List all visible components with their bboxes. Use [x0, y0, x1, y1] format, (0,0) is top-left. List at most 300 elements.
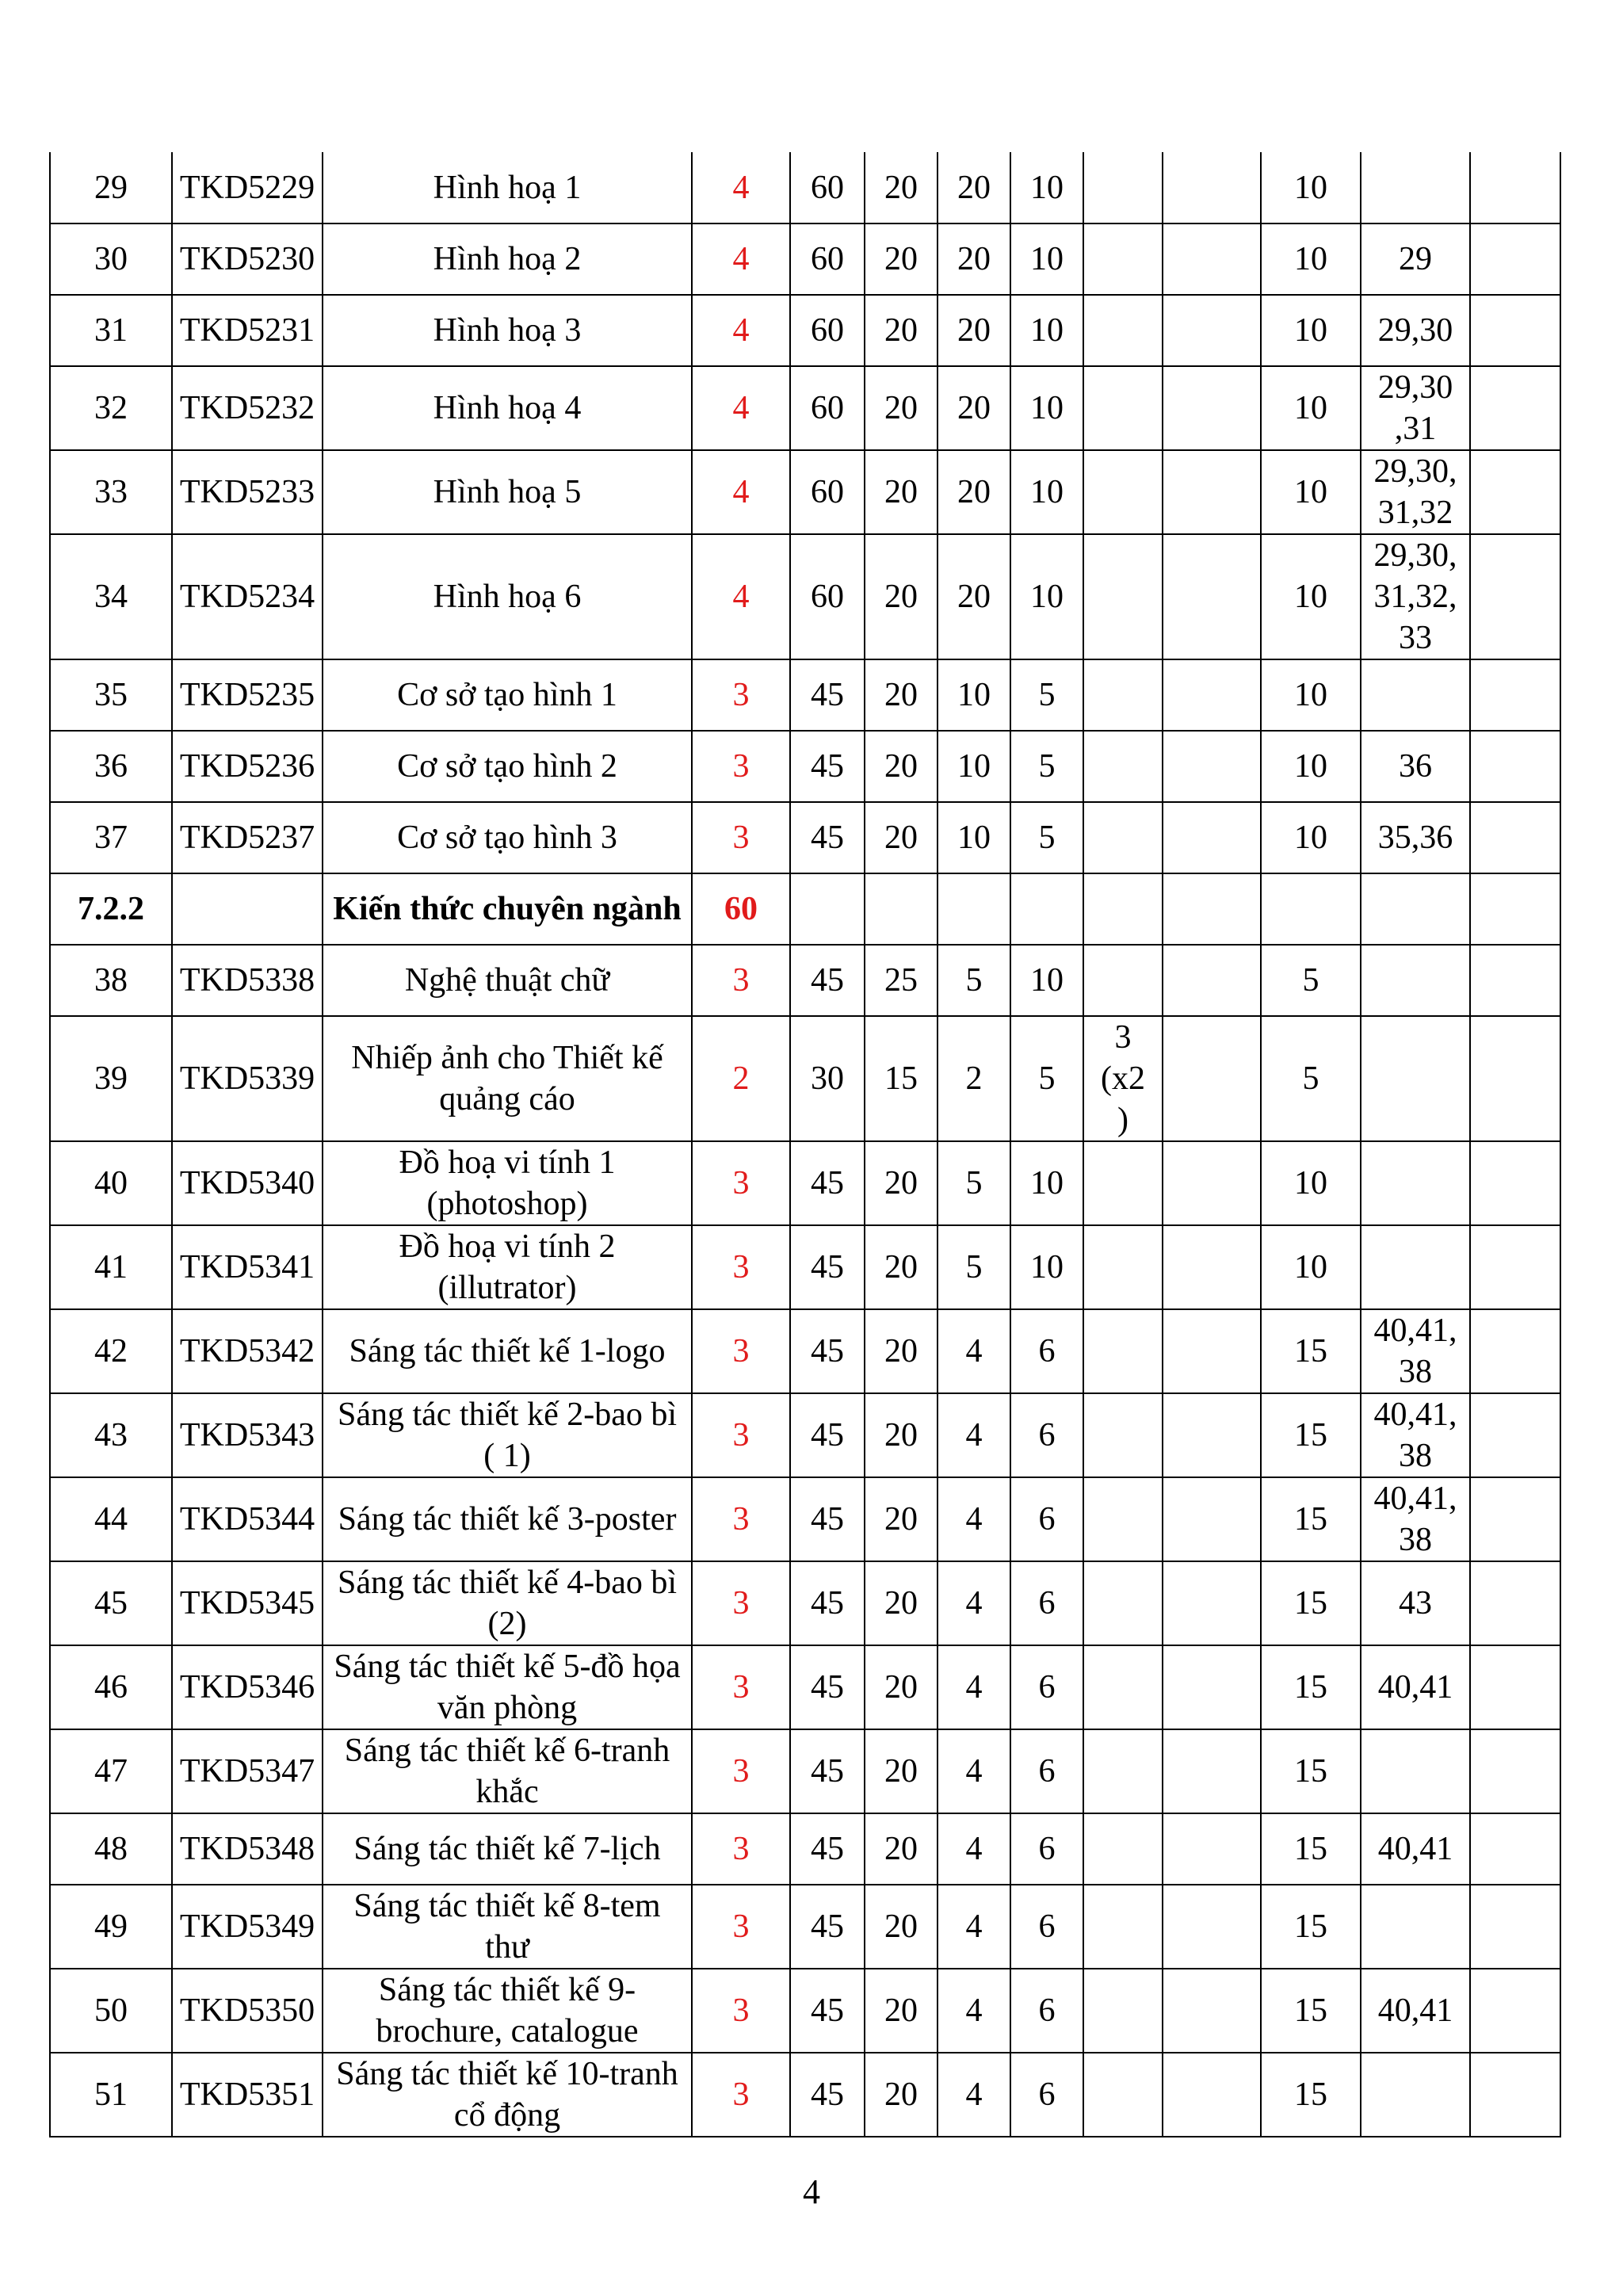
notes-cell: [1470, 2053, 1560, 2137]
prerequisites-cell: [1361, 152, 1470, 223]
exercise-hours-cell: 20: [938, 534, 1010, 659]
exercise-hours-cell: 5: [938, 1141, 1010, 1225]
credits-cell: 3: [692, 1813, 790, 1885]
exercise-hours-cell: 4: [938, 1729, 1010, 1813]
course-name-cell: Kiến thức chuyên ngành: [323, 873, 692, 945]
self-study-hours-cell: 15: [1261, 1645, 1361, 1729]
total-hours-cell: 45: [790, 945, 865, 1016]
table-row: [50, 534, 1560, 659]
total-hours-cell: 45: [790, 659, 865, 731]
total-hours-cell: 60: [790, 366, 865, 450]
exercise-hours-cell: 20: [938, 450, 1010, 534]
internship-hours-cell: [1163, 1309, 1261, 1393]
course-code-cell: TKD5348: [172, 1813, 323, 1885]
table-row: [50, 152, 1560, 223]
self-study-hours-cell: 15: [1261, 1729, 1361, 1813]
course-name-cell: Sáng tác thiết kế 5-đồ họa văn phòng: [323, 1645, 692, 1729]
discussion-hours-cell: 10: [1010, 1225, 1083, 1309]
exercise-hours-cell: 10: [938, 802, 1010, 873]
practice-hours-cell: 3 (x2 ): [1083, 1016, 1163, 1141]
page-number: 4: [803, 2172, 820, 2211]
credits-cell: 3: [692, 802, 790, 873]
course-name-cell: Sáng tác thiết kế 1-logo: [323, 1309, 692, 1393]
course-name-cell: Hình hoạ 3: [323, 295, 692, 366]
prerequisites-cell: 40,41: [1361, 1813, 1470, 1885]
practice-hours-cell: [1083, 1561, 1163, 1645]
exercise-hours-cell: 5: [938, 945, 1010, 1016]
notes-cell: [1470, 1225, 1560, 1309]
theory-hours-cell: 20: [865, 1309, 938, 1393]
course-code-cell: TKD5350: [172, 1969, 323, 2053]
prerequisites-cell: [1361, 945, 1470, 1016]
self-study-hours-cell: 15: [1261, 2053, 1361, 2137]
theory-hours-cell: 20: [865, 534, 938, 659]
practice-hours-cell: [1083, 295, 1163, 366]
internship-hours-cell: [1163, 450, 1261, 534]
practice-hours-cell: [1083, 1813, 1163, 1885]
self-study-hours-cell: 15: [1261, 1885, 1361, 1969]
total-hours-cell: 45: [790, 802, 865, 873]
row-number-cell: 43: [50, 1393, 172, 1477]
self-study-hours-cell: 10: [1261, 534, 1361, 659]
notes-cell: [1470, 152, 1560, 223]
prerequisites-cell: [1361, 1141, 1470, 1225]
total-hours-cell: 45: [790, 1813, 865, 1885]
credits-cell: 3: [692, 2053, 790, 2137]
practice-hours-cell: [1083, 1477, 1163, 1561]
table-row: [50, 1225, 1560, 1309]
row-number-cell: 40: [50, 1141, 172, 1225]
course-name-cell: Sáng tác thiết kế 9-brochure, catalogue: [323, 1969, 692, 2053]
credits-cell: 3: [692, 1645, 790, 1729]
practice-hours-cell: [1083, 2053, 1163, 2137]
table-row: [50, 295, 1560, 366]
discussion-hours-cell: 10: [1010, 152, 1083, 223]
prerequisites-cell: [1361, 1729, 1470, 1813]
course-name-cell: Nhiếp ảnh cho Thiết kế quảng cáo: [323, 1016, 692, 1141]
notes-cell: [1470, 1645, 1560, 1729]
course-name-cell: Đồ hoạ vi tính 1 (photoshop): [323, 1141, 692, 1225]
theory-hours-cell: 20: [865, 802, 938, 873]
table-row: [50, 731, 1560, 802]
theory-hours-cell: 20: [865, 2053, 938, 2137]
internship-hours-cell: [1163, 659, 1261, 731]
table-row: [50, 450, 1560, 534]
course-code-cell: TKD5338: [172, 945, 323, 1016]
notes-cell: [1470, 802, 1560, 873]
total-hours-cell: 45: [790, 1477, 865, 1561]
theory-hours-cell: 20: [865, 295, 938, 366]
credits-cell: 4: [692, 152, 790, 223]
theory-hours-cell: 25: [865, 945, 938, 1016]
table-row: [50, 1645, 1560, 1729]
discussion-hours-cell: 10: [1010, 945, 1083, 1016]
total-hours-cell: 60: [790, 152, 865, 223]
course-code-cell: TKD5340: [172, 1141, 323, 1225]
table-row: [50, 366, 1560, 450]
internship-hours-cell: [1163, 2053, 1261, 2137]
theory-hours-cell: 20: [865, 366, 938, 450]
table-row: [50, 945, 1560, 1016]
credits-cell: 3: [692, 659, 790, 731]
course-code-cell: TKD5234: [172, 534, 323, 659]
table-body: [50, 152, 1560, 2137]
prerequisites-cell: 40,41: [1361, 1969, 1470, 2053]
course-name-cell: Cơ sở tạo hình 2: [323, 731, 692, 802]
notes-cell: [1470, 1141, 1560, 1225]
discussion-hours-cell: 6: [1010, 1885, 1083, 1969]
credits-cell: 4: [692, 295, 790, 366]
row-number-cell: 45: [50, 1561, 172, 1645]
row-number-cell: 49: [50, 1885, 172, 1969]
self-study-hours-cell: 15: [1261, 1561, 1361, 1645]
internship-hours-cell: [1163, 1016, 1261, 1141]
internship-hours-cell: [1163, 534, 1261, 659]
course-code-cell: TKD5344: [172, 1477, 323, 1561]
course-code-cell: TKD5233: [172, 450, 323, 534]
exercise-hours-cell: 4: [938, 1477, 1010, 1561]
total-hours-cell: 30: [790, 1016, 865, 1141]
total-hours-cell: [790, 873, 865, 945]
prerequisites-cell: 29,30, 31,32, 33: [1361, 534, 1470, 659]
discussion-hours-cell: 10: [1010, 295, 1083, 366]
self-study-hours-cell: 10: [1261, 450, 1361, 534]
internship-hours-cell: [1163, 1141, 1261, 1225]
total-hours-cell: 60: [790, 534, 865, 659]
prerequisites-cell: 29,30, 31,32: [1361, 450, 1470, 534]
practice-hours-cell: [1083, 1141, 1163, 1225]
table-row: [50, 1561, 1560, 1645]
row-number-cell: 38: [50, 945, 172, 1016]
exercise-hours-cell: 4: [938, 1885, 1010, 1969]
notes-cell: [1470, 1813, 1560, 1885]
course-code-cell: TKD5342: [172, 1309, 323, 1393]
theory-hours-cell: 20: [865, 1645, 938, 1729]
table-row: [50, 223, 1560, 295]
theory-hours-cell: 20: [865, 1969, 938, 2053]
discussion-hours-cell: 6: [1010, 1969, 1083, 2053]
practice-hours-cell: [1083, 534, 1163, 659]
practice-hours-cell: [1083, 1729, 1163, 1813]
course-name-cell: Cơ sở tạo hình 3: [323, 802, 692, 873]
course-code-cell: TKD5229: [172, 152, 323, 223]
internship-hours-cell: [1163, 802, 1261, 873]
course-code-cell: TKD5346: [172, 1645, 323, 1729]
credits-cell: 3: [692, 1477, 790, 1561]
credits-cell: 3: [692, 731, 790, 802]
course-code-cell: TKD5349: [172, 1885, 323, 1969]
theory-hours-cell: 20: [865, 223, 938, 295]
notes-cell: [1470, 945, 1560, 1016]
prerequisites-cell: 43: [1361, 1561, 1470, 1645]
theory-hours-cell: 20: [865, 1477, 938, 1561]
theory-hours-cell: [865, 873, 938, 945]
discussion-hours-cell: 10: [1010, 366, 1083, 450]
discussion-hours-cell: 5: [1010, 731, 1083, 802]
practice-hours-cell: [1083, 1969, 1163, 2053]
notes-cell: [1470, 295, 1560, 366]
self-study-hours-cell: 15: [1261, 1813, 1361, 1885]
course-name-cell: Cơ sở tạo hình 1: [323, 659, 692, 731]
course-code-cell: TKD5231: [172, 295, 323, 366]
internship-hours-cell: [1163, 1729, 1261, 1813]
prerequisites-cell: [1361, 873, 1470, 945]
practice-hours-cell: [1083, 945, 1163, 1016]
credits-cell: 3: [692, 1141, 790, 1225]
credits-cell: 3: [692, 1225, 790, 1309]
table-row: [50, 659, 1560, 731]
total-hours-cell: 45: [790, 1729, 865, 1813]
credits-cell: 2: [692, 1016, 790, 1141]
total-hours-cell: 60: [790, 223, 865, 295]
notes-cell: [1470, 1393, 1560, 1477]
prerequisites-cell: [1361, 1885, 1470, 1969]
exercise-hours-cell: 4: [938, 1813, 1010, 1885]
total-hours-cell: 45: [790, 1969, 865, 2053]
discussion-hours-cell: 6: [1010, 1309, 1083, 1393]
internship-hours-cell: [1163, 223, 1261, 295]
credits-cell: 4: [692, 450, 790, 534]
course-name-cell: Sáng tác thiết kế 7-lịch: [323, 1813, 692, 1885]
internship-hours-cell: [1163, 152, 1261, 223]
row-number-cell: 50: [50, 1969, 172, 2053]
self-study-hours-cell: 10: [1261, 223, 1361, 295]
total-hours-cell: 45: [790, 1141, 865, 1225]
row-number-cell: 34: [50, 534, 172, 659]
self-study-hours-cell: 5: [1261, 945, 1361, 1016]
row-number-cell: 48: [50, 1813, 172, 1885]
internship-hours-cell: [1163, 1393, 1261, 1477]
row-number-cell: 30: [50, 223, 172, 295]
course-name-cell: Sáng tác thiết kế 3-poster: [323, 1477, 692, 1561]
discussion-hours-cell: 6: [1010, 1477, 1083, 1561]
course-code-cell: TKD5339: [172, 1016, 323, 1141]
internship-hours-cell: [1163, 945, 1261, 1016]
theory-hours-cell: 20: [865, 1729, 938, 1813]
total-hours-cell: 45: [790, 1393, 865, 1477]
prerequisites-cell: [1361, 1225, 1470, 1309]
exercise-hours-cell: 20: [938, 295, 1010, 366]
exercise-hours-cell: 20: [938, 366, 1010, 450]
credits-cell: 4: [692, 366, 790, 450]
table-row: [50, 2053, 1560, 2137]
table-row: [50, 1813, 1560, 1885]
theory-hours-cell: 20: [865, 450, 938, 534]
discussion-hours-cell: 6: [1010, 1729, 1083, 1813]
discussion-hours-cell: 5: [1010, 802, 1083, 873]
internship-hours-cell: [1163, 1225, 1261, 1309]
theory-hours-cell: 20: [865, 1813, 938, 1885]
notes-cell: [1470, 1561, 1560, 1645]
notes-cell: [1470, 1477, 1560, 1561]
theory-hours-cell: 20: [865, 1561, 938, 1645]
self-study-hours-cell: 10: [1261, 1141, 1361, 1225]
course-name-cell: Sáng tác thiết kế 10-tranh cổ động: [323, 2053, 692, 2137]
course-code-cell: TKD5232: [172, 366, 323, 450]
notes-cell: [1470, 1309, 1560, 1393]
practice-hours-cell: [1083, 1225, 1163, 1309]
notes-cell: [1470, 1885, 1560, 1969]
credits-cell: 3: [692, 1309, 790, 1393]
course-name-cell: Sáng tác thiết kế 4-bao bì (2): [323, 1561, 692, 1645]
exercise-hours-cell: 4: [938, 1309, 1010, 1393]
course-code-cell: TKD5351: [172, 2053, 323, 2137]
practice-hours-cell: [1083, 1885, 1163, 1969]
exercise-hours-cell: 20: [938, 152, 1010, 223]
course-code-cell: TKD5341: [172, 1225, 323, 1309]
course-code-cell: TKD5237: [172, 802, 323, 873]
total-hours-cell: 45: [790, 1885, 865, 1969]
row-number-cell: 51: [50, 2053, 172, 2137]
discussion-hours-cell: 10: [1010, 450, 1083, 534]
theory-hours-cell: 20: [865, 731, 938, 802]
theory-hours-cell: 20: [865, 1393, 938, 1477]
theory-hours-cell: 20: [865, 152, 938, 223]
row-number-cell: 29: [50, 152, 172, 223]
prerequisites-cell: 36: [1361, 731, 1470, 802]
credits-cell: 3: [692, 1393, 790, 1477]
exercise-hours-cell: 20: [938, 223, 1010, 295]
notes-cell: [1470, 1969, 1560, 2053]
notes-cell: [1470, 1016, 1560, 1141]
internship-hours-cell: [1163, 873, 1261, 945]
prerequisites-cell: [1361, 659, 1470, 731]
table-row: [50, 1477, 1560, 1561]
theory-hours-cell: 20: [865, 659, 938, 731]
row-number-cell: 36: [50, 731, 172, 802]
course-code-cell: TKD5235: [172, 659, 323, 731]
internship-hours-cell: [1163, 1885, 1261, 1969]
course-code-cell: TKD5230: [172, 223, 323, 295]
exercise-hours-cell: 10: [938, 659, 1010, 731]
prerequisites-cell: 35,36: [1361, 802, 1470, 873]
notes-cell: [1470, 366, 1560, 450]
course-code-cell: TKD5343: [172, 1393, 323, 1477]
practice-hours-cell: [1083, 366, 1163, 450]
internship-hours-cell: [1163, 1813, 1261, 1885]
total-hours-cell: 45: [790, 2053, 865, 2137]
self-study-hours-cell: 15: [1261, 1393, 1361, 1477]
prerequisites-cell: 40,41: [1361, 1645, 1470, 1729]
exercise-hours-cell: [938, 873, 1010, 945]
theory-hours-cell: 20: [865, 1141, 938, 1225]
total-hours-cell: 45: [790, 1309, 865, 1393]
row-number-cell: 39: [50, 1016, 172, 1141]
notes-cell: [1470, 450, 1560, 534]
prerequisites-cell: 29,30: [1361, 295, 1470, 366]
table-row: [50, 1729, 1560, 1813]
notes-cell: [1470, 223, 1560, 295]
row-number-cell: 35: [50, 659, 172, 731]
course-name-cell: Sáng tác thiết kế 6-tranh khắc: [323, 1729, 692, 1813]
prerequisites-cell: 40,41, 38: [1361, 1309, 1470, 1393]
row-number-cell: 37: [50, 802, 172, 873]
self-study-hours-cell: 5: [1261, 1016, 1361, 1141]
theory-hours-cell: 15: [865, 1016, 938, 1141]
row-number-cell: 46: [50, 1645, 172, 1729]
practice-hours-cell: [1083, 659, 1163, 731]
prerequisites-cell: 40,41, 38: [1361, 1477, 1470, 1561]
course-name-cell: Hình hoạ 4: [323, 366, 692, 450]
total-hours-cell: 45: [790, 1645, 865, 1729]
row-number-cell: 32: [50, 366, 172, 450]
self-study-hours-cell: 10: [1261, 295, 1361, 366]
curriculum-table: [49, 152, 1561, 2137]
total-hours-cell: 45: [790, 1561, 865, 1645]
exercise-hours-cell: 5: [938, 1225, 1010, 1309]
internship-hours-cell: [1163, 295, 1261, 366]
credits-cell: 3: [692, 1969, 790, 2053]
course-name-cell: Sáng tác thiết kế 2-bao bì ( 1): [323, 1393, 692, 1477]
course-name-cell: Hình hoạ 6: [323, 534, 692, 659]
table-row: [50, 1016, 1560, 1141]
course-code-cell: [172, 873, 323, 945]
notes-cell: [1470, 534, 1560, 659]
notes-cell: [1470, 659, 1560, 731]
prerequisites-cell: 29,30 ,31: [1361, 366, 1470, 450]
credits-cell: 3: [692, 1561, 790, 1645]
course-name-cell: Hình hoạ 5: [323, 450, 692, 534]
prerequisites-cell: [1361, 2053, 1470, 2137]
practice-hours-cell: [1083, 152, 1163, 223]
exercise-hours-cell: 4: [938, 1645, 1010, 1729]
practice-hours-cell: [1083, 1393, 1163, 1477]
table-row: [50, 1393, 1560, 1477]
self-study-hours-cell: 10: [1261, 802, 1361, 873]
self-study-hours-cell: 10: [1261, 731, 1361, 802]
prerequisites-cell: 29: [1361, 223, 1470, 295]
discussion-hours-cell: 6: [1010, 1813, 1083, 1885]
table-row: [50, 1141, 1560, 1225]
course-name-cell: Đồ hoạ vi tính 2 (illutrator): [323, 1225, 692, 1309]
row-number-cell: 44: [50, 1477, 172, 1561]
practice-hours-cell: [1083, 223, 1163, 295]
practice-hours-cell: [1083, 1309, 1163, 1393]
table-row: [50, 1309, 1560, 1393]
self-study-hours-cell: 10: [1261, 366, 1361, 450]
course-name-cell: Sáng tác thiết kế 8-tem thư: [323, 1885, 692, 1969]
internship-hours-cell: [1163, 366, 1261, 450]
total-hours-cell: 60: [790, 450, 865, 534]
discussion-hours-cell: [1010, 873, 1083, 945]
self-study-hours-cell: 10: [1261, 152, 1361, 223]
discussion-hours-cell: 6: [1010, 1561, 1083, 1645]
discussion-hours-cell: 6: [1010, 1393, 1083, 1477]
discussion-hours-cell: 10: [1010, 534, 1083, 659]
notes-cell: [1470, 731, 1560, 802]
discussion-hours-cell: 5: [1010, 1016, 1083, 1141]
course-name-cell: Nghệ thuật chữ: [323, 945, 692, 1016]
course-name-cell: Hình hoạ 1: [323, 152, 692, 223]
internship-hours-cell: [1163, 1969, 1261, 2053]
exercise-hours-cell: 2: [938, 1016, 1010, 1141]
discussion-hours-cell: 10: [1010, 1141, 1083, 1225]
internship-hours-cell: [1163, 1645, 1261, 1729]
course-name-cell: Hình hoạ 2: [323, 223, 692, 295]
practice-hours-cell: [1083, 450, 1163, 534]
self-study-hours-cell: 10: [1261, 1225, 1361, 1309]
self-study-hours-cell: 15: [1261, 1477, 1361, 1561]
internship-hours-cell: [1163, 731, 1261, 802]
total-hours-cell: 45: [790, 1225, 865, 1309]
self-study-hours-cell: 15: [1261, 1969, 1361, 2053]
practice-hours-cell: [1083, 802, 1163, 873]
credits-cell: 4: [692, 223, 790, 295]
discussion-hours-cell: 10: [1010, 223, 1083, 295]
exercise-hours-cell: 4: [938, 1969, 1010, 2053]
credits-cell: 60: [692, 873, 790, 945]
discussion-hours-cell: 5: [1010, 659, 1083, 731]
